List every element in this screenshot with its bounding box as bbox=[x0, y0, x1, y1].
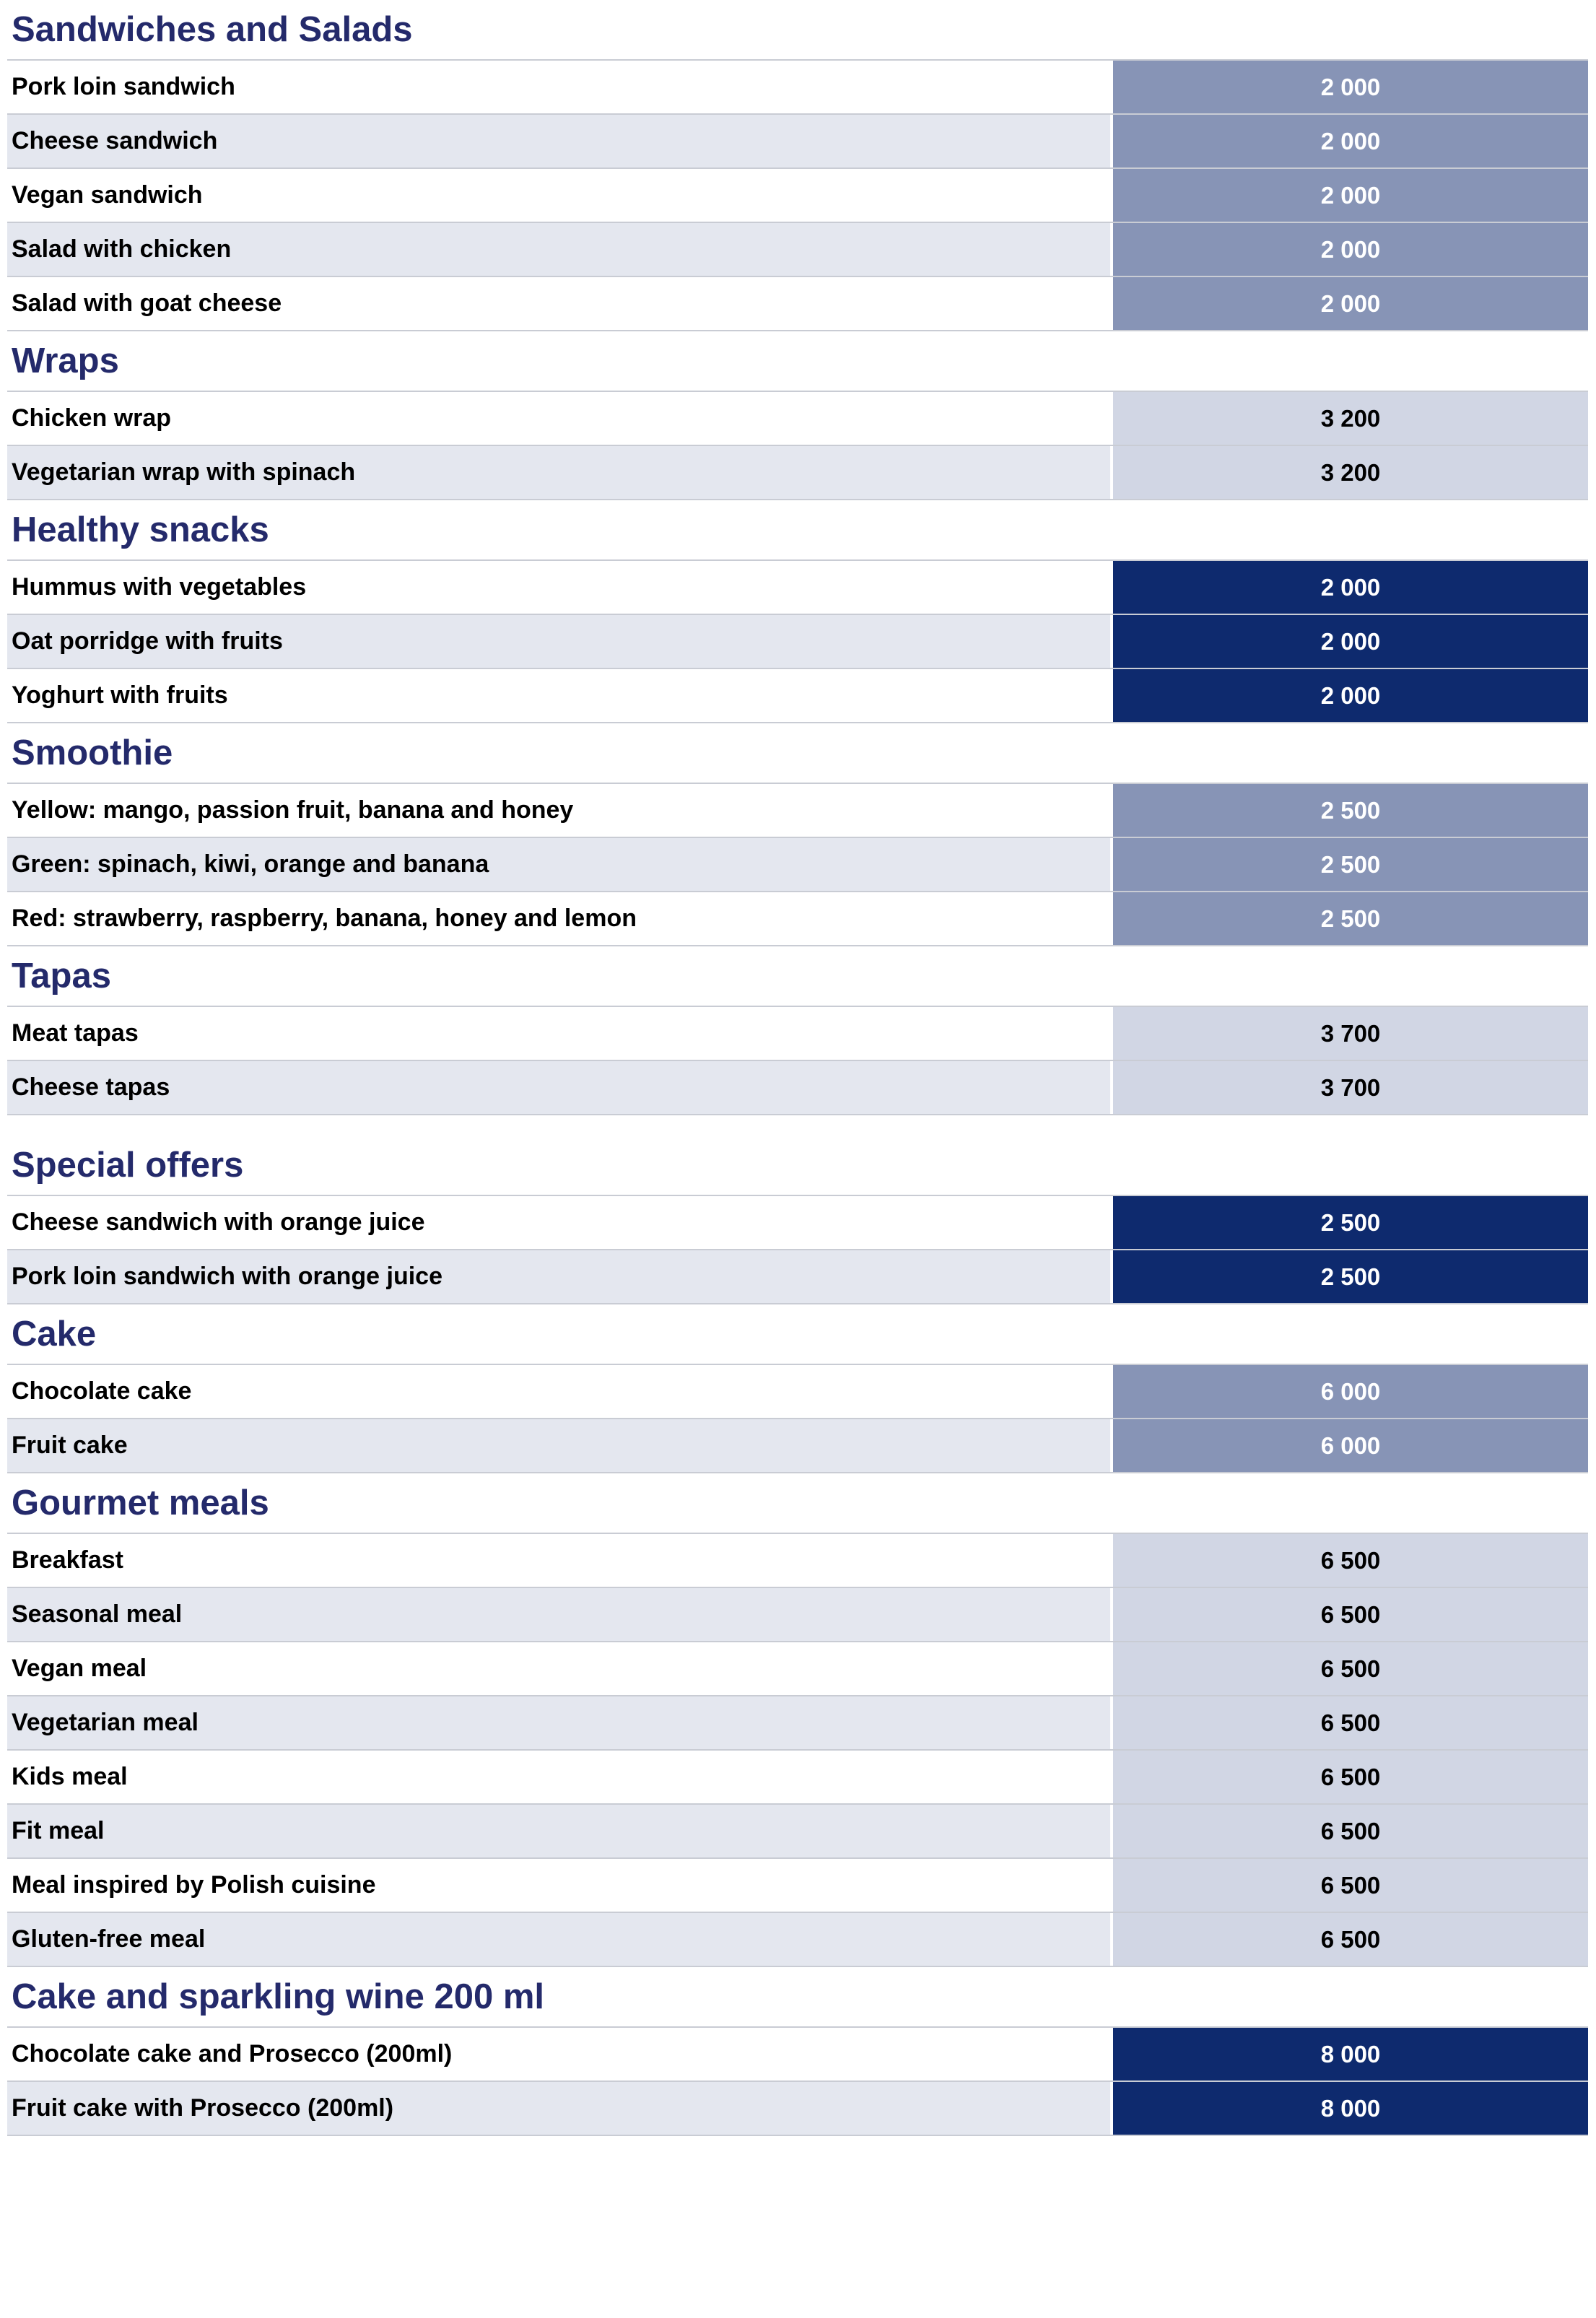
item-name: Red: strawberry, raspberry, banana, honey and lemon bbox=[7, 892, 1113, 945]
item-price: 2 500 bbox=[1113, 1250, 1588, 1303]
item-name: Chocolate cake and Prosecco (200ml) bbox=[7, 2028, 1113, 2080]
menu-section bbox=[7, 946, 1588, 1115]
item-price: 3 700 bbox=[1113, 1061, 1588, 1114]
item-list bbox=[7, 1195, 1588, 1304]
item-price: 2 000 bbox=[1113, 615, 1588, 668]
item-name: Fruit cake with Prosecco (200ml) bbox=[7, 2082, 1113, 2135]
item-name: Green: spinach, kiwi, orange and banana bbox=[7, 838, 1113, 891]
item-name: Cheese sandwich with orange juice bbox=[7, 1196, 1113, 1249]
item-price: 6 500 bbox=[1113, 1696, 1588, 1749]
menu-section bbox=[7, 723, 1588, 946]
item-price: 6 500 bbox=[1113, 1588, 1588, 1641]
menu-item-row bbox=[7, 1007, 1588, 1061]
item-name: Seasonal meal bbox=[7, 1588, 1113, 1641]
item-name: Fruit cake bbox=[7, 1419, 1113, 1472]
menu-item-row bbox=[7, 392, 1588, 446]
menu-item-row bbox=[7, 1061, 1588, 1115]
menu-item-row bbox=[7, 1642, 1588, 1696]
menu-item-row bbox=[7, 1913, 1588, 1967]
menu-item-row bbox=[7, 169, 1588, 223]
item-name: Vegetarian meal bbox=[7, 1696, 1113, 1749]
item-name: Hummus with vegetables bbox=[7, 561, 1113, 614]
item-list bbox=[7, 783, 1588, 946]
menu-item-row bbox=[7, 446, 1588, 500]
menu-section bbox=[7, 1473, 1588, 1967]
item-name: Breakfast bbox=[7, 1534, 1113, 1587]
menu-item-row bbox=[7, 561, 1588, 615]
item-price: 2 500 bbox=[1113, 784, 1588, 837]
menu-section bbox=[7, 1304, 1588, 1473]
item-name: Vegetarian wrap with spinach bbox=[7, 446, 1113, 499]
menu-item-row bbox=[7, 669, 1588, 723]
item-price: 2 000 bbox=[1113, 223, 1588, 276]
menu-item-row bbox=[7, 115, 1588, 169]
item-list bbox=[7, 1006, 1588, 1115]
menu-item-row bbox=[7, 2082, 1588, 2136]
menu-item-row bbox=[7, 1751, 1588, 1805]
section-title: Cake bbox=[12, 1315, 97, 1354]
item-name: Chicken wrap bbox=[7, 392, 1113, 445]
item-price: 6 500 bbox=[1113, 1805, 1588, 1857]
menu-section bbox=[7, 1136, 1588, 1304]
menu-item-row bbox=[7, 1696, 1588, 1751]
item-name: Salad with chicken bbox=[7, 223, 1113, 276]
item-price: 2 500 bbox=[1113, 838, 1588, 891]
item-price: 2 500 bbox=[1113, 1196, 1588, 1249]
item-price: 2 000 bbox=[1113, 669, 1588, 722]
item-price: 3 700 bbox=[1113, 1007, 1588, 1060]
item-price: 3 200 bbox=[1113, 392, 1588, 445]
menu-item-row bbox=[7, 1419, 1588, 1473]
item-name: Oat porridge with fruits bbox=[7, 615, 1113, 668]
item-list bbox=[7, 59, 1588, 331]
menu-item-row bbox=[7, 615, 1588, 669]
section-title: Healthy snacks bbox=[12, 510, 269, 549]
item-price: 2 000 bbox=[1113, 61, 1588, 113]
item-price: 6 000 bbox=[1113, 1365, 1588, 1418]
item-name: Yoghurt with fruits bbox=[7, 669, 1113, 722]
item-price: 2 000 bbox=[1113, 561, 1588, 614]
item-list bbox=[7, 559, 1588, 723]
item-name: Gluten-free meal bbox=[7, 1913, 1113, 1966]
menu-section bbox=[7, 500, 1588, 723]
section-title: Special offers bbox=[12, 1146, 244, 1185]
item-name: Chocolate cake bbox=[7, 1365, 1113, 1418]
section-title: Tapas bbox=[12, 957, 111, 995]
item-list bbox=[7, 1364, 1588, 1473]
item-name: Vegan sandwich bbox=[7, 169, 1113, 222]
section-title: Gourmet meals bbox=[12, 1483, 269, 1522]
item-price: 8 000 bbox=[1113, 2028, 1588, 2080]
section-title: Cake and sparkling wine 200 ml bbox=[12, 1977, 545, 2016]
item-price: 2 000 bbox=[1113, 169, 1588, 222]
item-price: 6 500 bbox=[1113, 1913, 1588, 1966]
item-price: 6 500 bbox=[1113, 1642, 1588, 1695]
item-price: 2 000 bbox=[1113, 115, 1588, 167]
item-price: 6 500 bbox=[1113, 1751, 1588, 1803]
item-name: Meal inspired by Polish cuisine bbox=[7, 1859, 1113, 1912]
item-name: Cheese sandwich bbox=[7, 115, 1113, 167]
item-list bbox=[7, 2026, 1588, 2136]
item-name: Vegan meal bbox=[7, 1642, 1113, 1695]
item-list bbox=[7, 1533, 1588, 1967]
menu-item-row bbox=[7, 2028, 1588, 2082]
item-name: Meat tapas bbox=[7, 1007, 1113, 1060]
menu-item-row bbox=[7, 277, 1588, 331]
item-name: Pork loin sandwich with orange juice bbox=[7, 1250, 1113, 1303]
menu bbox=[7, 0, 1588, 2136]
menu-item-row bbox=[7, 1859, 1588, 1913]
menu-section bbox=[7, 331, 1588, 500]
item-price: 2 000 bbox=[1113, 277, 1588, 330]
menu-item-row bbox=[7, 1196, 1588, 1250]
menu-section bbox=[7, 1967, 1588, 2136]
menu-item-row bbox=[7, 61, 1588, 115]
menu-item-row bbox=[7, 1534, 1588, 1588]
item-name: Pork loin sandwich bbox=[7, 61, 1113, 113]
menu-item-row bbox=[7, 784, 1588, 838]
item-name: Fit meal bbox=[7, 1805, 1113, 1857]
item-price: 2 500 bbox=[1113, 892, 1588, 945]
menu-item-row bbox=[7, 892, 1588, 946]
menu-item-row bbox=[7, 1805, 1588, 1859]
item-price: 3 200 bbox=[1113, 446, 1588, 499]
section-title: Sandwiches and Salads bbox=[12, 10, 413, 49]
menu-item-row bbox=[7, 1250, 1588, 1304]
menu-item-row bbox=[7, 223, 1588, 277]
section-title: Smoothie bbox=[12, 733, 173, 772]
item-name: Yellow: mango, passion fruit, banana and honey bbox=[7, 784, 1113, 837]
section-title: Wraps bbox=[12, 341, 119, 380]
item-price: 6 000 bbox=[1113, 1419, 1588, 1472]
menu-item-row bbox=[7, 838, 1588, 892]
item-name: Kids meal bbox=[7, 1751, 1113, 1803]
menu-item-row bbox=[7, 1588, 1588, 1642]
item-name: Salad with goat cheese bbox=[7, 277, 1113, 330]
item-price: 8 000 bbox=[1113, 2082, 1588, 2135]
menu-section bbox=[7, 0, 1588, 331]
item-price: 6 500 bbox=[1113, 1534, 1588, 1587]
item-price: 6 500 bbox=[1113, 1859, 1588, 1912]
menu-item-row bbox=[7, 1365, 1588, 1419]
item-name: Cheese tapas bbox=[7, 1061, 1113, 1114]
item-list bbox=[7, 391, 1588, 500]
section-spacer bbox=[7, 1115, 1588, 1136]
